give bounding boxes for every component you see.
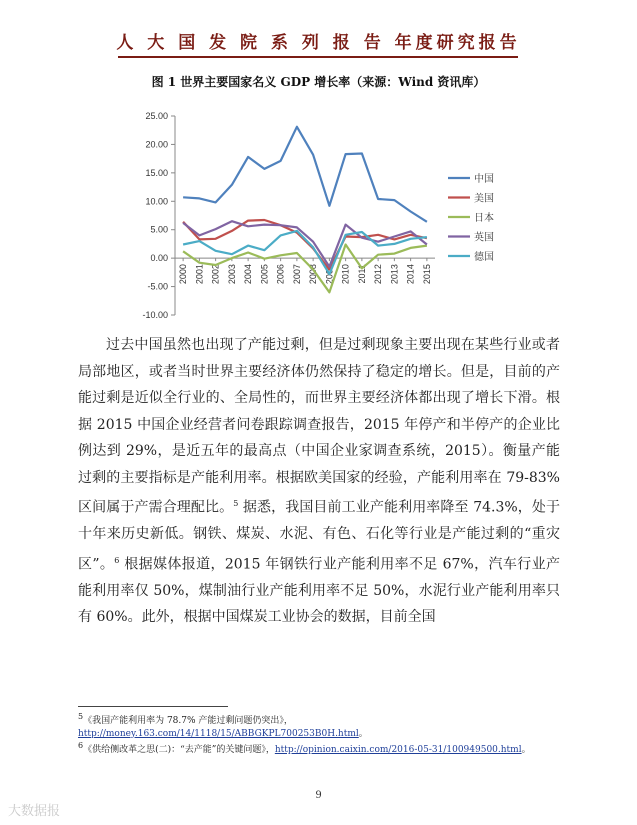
x-tick-label: 2012	[373, 264, 384, 285]
page-number: 9	[315, 790, 322, 801]
footnote-ref-5: 5	[233, 499, 239, 508]
x-tick-label: 2002	[210, 264, 221, 285]
footnote-link[interactable]: http://money.163.com/14/1118/15/ABBGKPL700253B0H.html	[78, 728, 359, 739]
page-header	[0, 0, 637, 62]
x-tick-label: 2009	[324, 264, 335, 285]
x-tick-label: 2013	[389, 264, 400, 285]
figure-title: 图 1 世界主要国家名义 GDP 增长率（来源：Wind 资讯库）	[151, 75, 486, 89]
x-tick-label: 2005	[259, 264, 270, 285]
watermark: 大数据报	[8, 804, 61, 819]
y-tick-label: 0.00	[150, 253, 168, 264]
y-tick-label: -10.00	[142, 310, 168, 320]
x-tick-label: 2003	[226, 264, 237, 285]
footnote-link[interactable]: http://opinion.caixin.com/2016-05-31/100949500.html	[274, 745, 522, 755]
footnote-5	[78, 711, 578, 740]
paragraph-text-1: 过去中国虽然也出现了产能过剩，但是过剩现象主要出现在某些行业或者局部地区，或者当时世界主要经济体仍然保持了稳定的增长。但是，目前的产能过剩是近似全行业的、全局性的，而世界主要经济体都出现了增长下滑。根据 2015 中国企业经营者问卷跟踪调查报告，2015 年停产和半停产的企业比例达到 29%，是近五年的最高点（中国企业家调查系统，2015）。衡量产能过剩的主要指标是产能利用率。根据欧美国家的经验，产能利用率在 79-83%区间属于产需合理配比。	[78, 337, 560, 516]
footnote-number: 6	[78, 741, 84, 750]
x-tick-label: 2011	[356, 264, 367, 284]
legend-label: 英国	[474, 232, 494, 244]
x-tick-label: 2015	[421, 264, 432, 285]
body-paragraph	[78, 332, 560, 631]
x-tick-label: 2007	[291, 264, 302, 285]
footnote-number: 5	[78, 712, 84, 721]
footnote-tail: 。	[521, 745, 531, 755]
x-tick-label: 2001	[194, 264, 205, 285]
footnote-6	[78, 740, 578, 757]
footnote-ref-6: 6	[114, 555, 120, 565]
legend-label: 日本	[474, 213, 494, 224]
series-line-1	[183, 127, 427, 222]
legend-label: 美国	[474, 193, 494, 205]
y-tick-label: 5.00	[150, 224, 168, 235]
footnotes	[78, 706, 578, 757]
x-tick-label: 2006	[275, 264, 286, 285]
y-tick-label: 20.00	[145, 139, 168, 150]
header-title: 人 大 国 发 院 系 列 报 告 年度研究报告	[116, 33, 521, 53]
footnote-rule	[78, 706, 228, 707]
y-tick-label: -5.00	[147, 281, 168, 292]
header-rule	[118, 56, 518, 58]
footnote-text: 《供给侧改革之思(二)：“去产能”的关键问题》，	[83, 745, 275, 755]
gdp-growth-line-chart	[0, 92, 637, 328]
legend-label: 中国	[474, 174, 494, 185]
y-tick-label: 25.00	[145, 111, 168, 121]
paragraph-text-2: 据悉，我国目前工业产能利用率降至 74.3%，处于十年来历史新低。钢铁、煤炭、水泥、有色、石化等行业是产能过剩的“重灾区”。	[78, 499, 560, 573]
body-text	[78, 332, 560, 631]
x-tick-label: 2000	[178, 264, 189, 285]
x-tick-label: 2004	[243, 264, 254, 285]
legend-label: 德国	[474, 252, 494, 263]
y-tick-label: 15.00	[145, 167, 168, 178]
footnote-text: 《我国产能利用率为 78.7% 产能过剩问题仍突出》，	[83, 716, 293, 726]
y-tick-label: 10.00	[145, 196, 168, 207]
x-tick-label: 2008	[308, 264, 319, 285]
x-tick-label: 2010	[340, 264, 351, 285]
paragraph-text-3: 根据媒体报道，2015 年钢铁行业产能利用率不足 67%，汽车行业产能利用率仅 50%，煤制油行业产能利用率不足 50%，水泥行业产能利用率只有 60%。此外，根据中国煤炭工业协会的数据，目前全国	[78, 556, 560, 626]
footnote-tail: 。	[358, 728, 368, 739]
x-tick-label: 2014	[405, 264, 416, 285]
